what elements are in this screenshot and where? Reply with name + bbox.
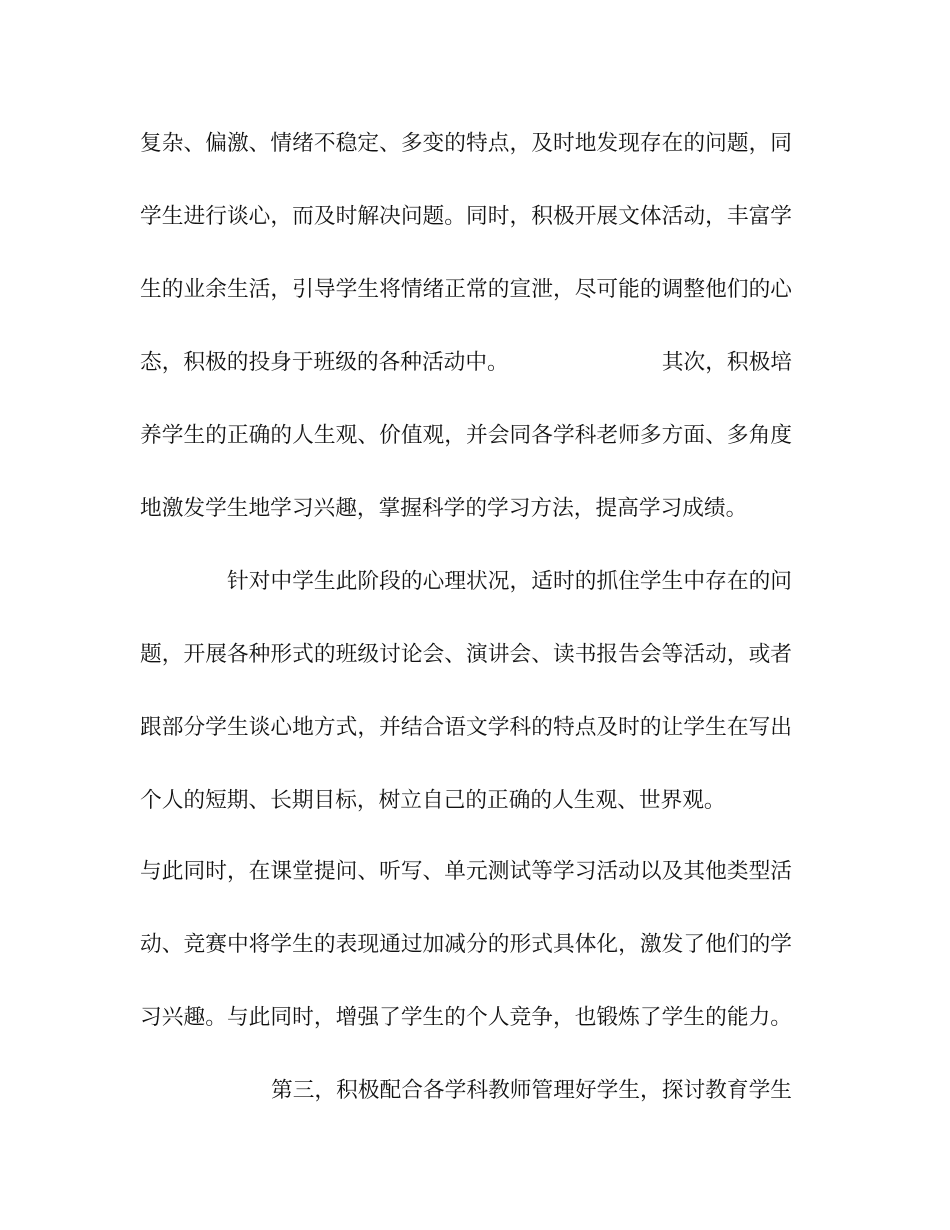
paragraph-first-line: 针对中学生此阶段的心理状况，适时的抓住学生中存在的问 (227, 569, 792, 594)
text-line: 跟部分学生谈心地方式，并结合语文学科的特点及时的让学生在写出 (140, 715, 792, 740)
text-line: 个人的短期、长期目标，树立自己的正确的人生观、世界观。 (140, 788, 726, 813)
text-line-split (140, 348, 792, 378)
paragraph-first-line: 第三，积极配合各学科教师管理好学生，探讨教育学生 (271, 1078, 792, 1103)
text-line: 与此同时，在课堂提问、听写、单元测试等学习活动以及其他类型活 (140, 859, 792, 884)
text-line: 养学生的正确的人生观、价值观，并会同各学科老师多方面、多角度 (140, 423, 792, 448)
text-line: 复杂、偏激、情绪不稳定、多变的特点，及时地发现存在的问题，同 (140, 131, 792, 156)
text-line: 生的业余生活，引导学生将情绪正常的宣泄，尽可能的调整他们的心 (140, 277, 792, 302)
text-segment: 态，积极的投身于班级的各种活动中。 (140, 350, 509, 375)
text-line: 学生进行谈心，而及时解决问题。同时，积极开展文体活动，丰富学 (140, 204, 792, 229)
text-line: 题，开展各种形式的班级讨论会、演讲会、读书报告会等活动，或者 (140, 642, 792, 667)
text-line: 地激发学生地学习兴趣，掌握科学的学习方法，提高学习成绩。 (140, 496, 748, 521)
text-line: 动、竞赛中将学生的表现通过加减分的形式具体化，激发了他们的学 (140, 932, 792, 957)
text-segment: 其次，积极培 (661, 350, 792, 375)
text-line: 习兴趣。与此同时，增强了学生的个人竞争，也锻炼了学生的能力。 (140, 1005, 792, 1030)
